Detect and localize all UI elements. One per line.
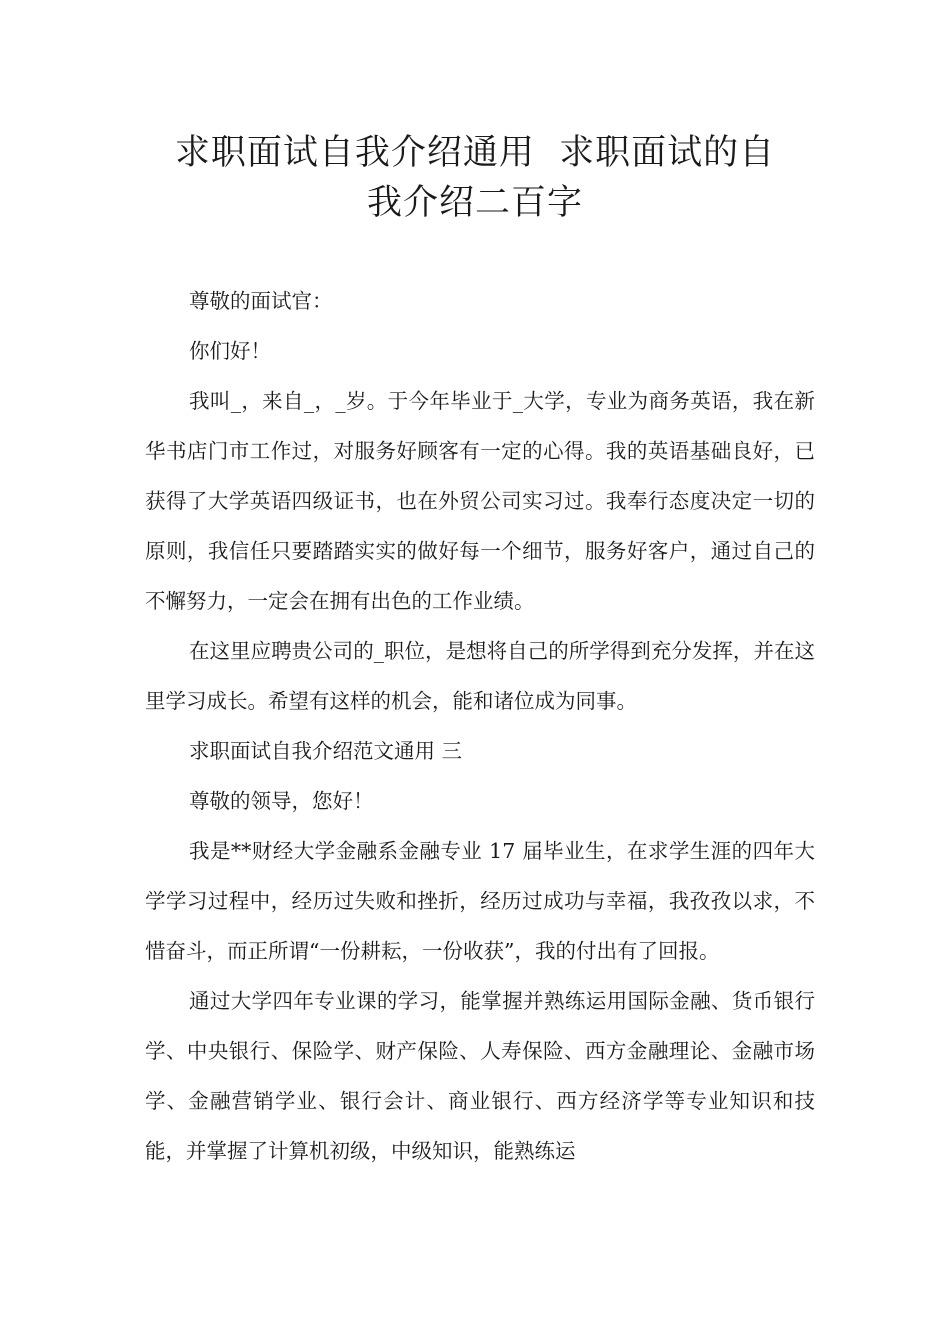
- salutation-paragraph: 尊敬的面试官：: [189, 289, 333, 313]
- title-line-2: 我介绍二百字: [366, 183, 583, 223]
- document-body: [145, 276, 815, 1176]
- intro-paragraph: 我叫_，来自_，_岁。于今年毕业于_大学，专业为商务英语，我在新华书店门市工作过，对服务好顾客有一定的心得。我的英语基础良好，已获得了大学英语四级证书，也在外贸公司实习过。我奉行态度决定一切的原则，我信任只要踏踏实实的做好每一个细节，服务好客户，通过自己的不懈努力，一定会在拥有出色的工作业绩。: [145, 389, 815, 613]
- greeting-paragraph: 你们好！: [189, 339, 271, 363]
- greeting-paragraph-2: 尊敬的领导，您好！: [189, 789, 374, 813]
- position-paragraph: 在这里应聘贵公司的_职位，是想将自己的所学得到充分发挥，并在这里学习成长。希望有这样的机会，能和诸位成为同事。: [145, 639, 815, 713]
- skills-paragraph: 通过大学四年专业课的学习，能掌握并熟练运用国际金融、货币银行学、中央银行、保险学、财产保险、人寿保险、西方金融理论、金融市场学、金融营销学业、银行会计、商业银行、西方经济学等专业知识和技能，并掌握了计算机初级，中级知识，能熟练运: [145, 989, 815, 1163]
- section-heading: 求职面试自我介绍范文通用 三: [189, 739, 463, 763]
- graduate-paragraph: 我是**财经大学金融系金融专业 17 届毕业生，在求学生涯的四年大学学习过程中，经历过失败和挫折，经历过成功与幸福，我孜孜以求，不惜奋斗，而正所谓“一份耕耘，一份收获”，我的付出有了回报。: [145, 839, 815, 963]
- title-line-1: 求职面试自我介绍通用 求职面试的自: [174, 133, 776, 173]
- document-title: [100, 128, 850, 228]
